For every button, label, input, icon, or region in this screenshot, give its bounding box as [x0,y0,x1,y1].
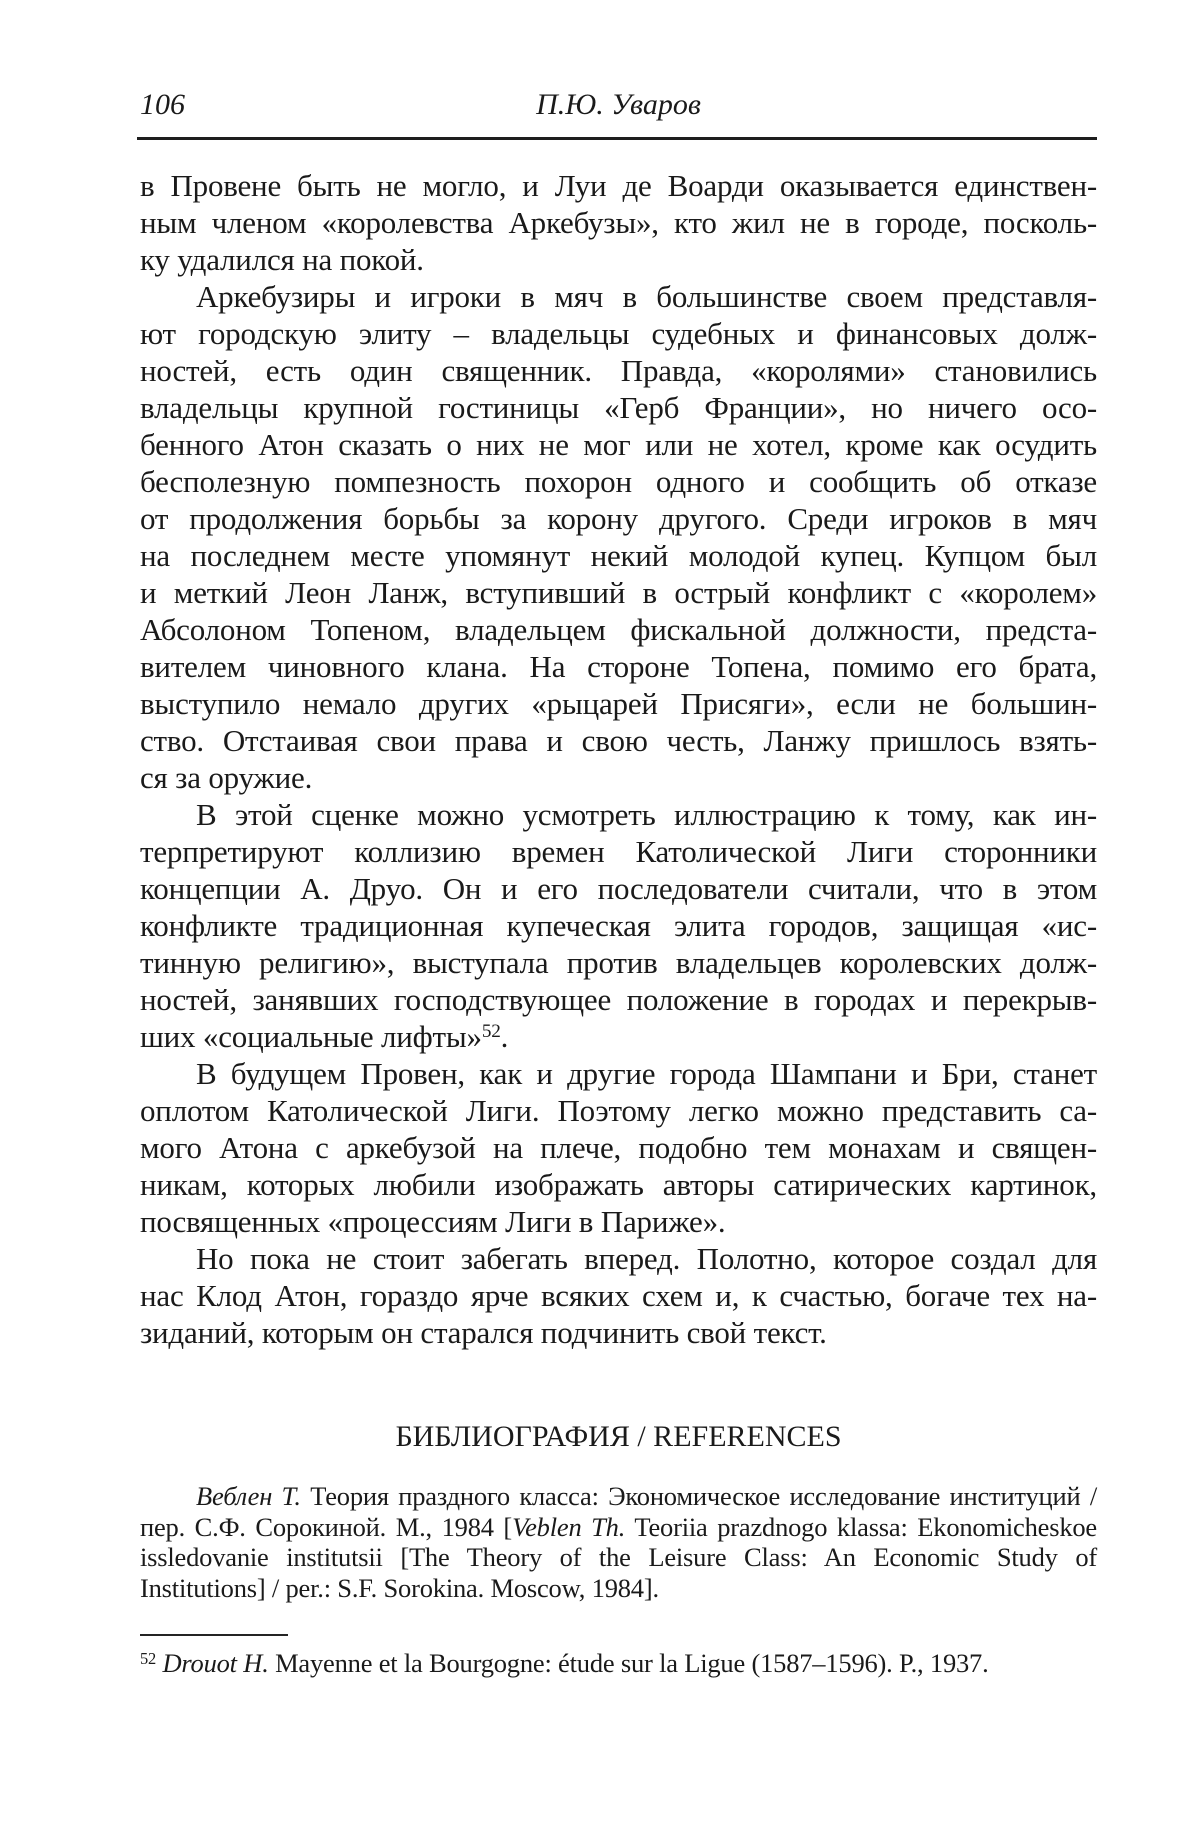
text-segment: В будущем Провен, как и другие города Шампани и Бри, станет [196,1056,1097,1091]
text-line [140,278,1097,315]
bibliography-heading: БИБЛИОГРАФИЯ / REFERENCES [395,1420,842,1453]
text-segment: зиданий, которым он старался подчинить свой текст. [140,1315,827,1350]
text-line [140,1240,1097,1277]
header-rule [137,137,1097,140]
footnote-marker: 52 [481,1021,501,1043]
text-segment: и меткий Леон Ланж, вступивший в острый конфликт с «королем» [140,575,1097,610]
body-text [140,167,1097,1351]
text-segment: Аркебузиры и игроки в мяч в большинстве своем представля- [196,279,1097,314]
italic-text: Веблен Т. [196,1481,301,1511]
page-header [140,88,1097,130]
text-segment: ют городскую элиту – владельцы судебных и финансовых долж- [140,316,1097,351]
text-line [140,204,1097,241]
text-segment: никам, которых любили изображать авторы сатирических картинок, [140,1167,1097,1202]
text-line [140,611,1097,648]
text-line [140,722,1097,759]
paragraph [140,1481,1097,1603]
text-segment: Но пока не стоит забегать вперед. Полотно, которое создал для [196,1241,1097,1276]
text-segment: ство. Отстаивая свои права и свою честь, Ланжу пришлось взять- [140,723,1097,758]
text-segment: оплотом Католической Лиги. Поэтому легко можно представить са- [140,1093,1097,1128]
text-line [140,907,1097,944]
paragraph [140,1648,1097,1679]
text-line [140,833,1097,870]
text-line [140,1018,1097,1055]
italic-text: Drouot H. [162,1648,269,1678]
text-segment: терпретируют коллизию времен Католической Лиги сторонники [140,834,1097,869]
text-line [140,1542,1097,1573]
text-line [140,1092,1097,1129]
text-segment: Teoriia prazdnogo klassa: Ekonomicheskoe [625,1511,1097,1542]
text-line [140,1277,1097,1314]
paragraph [140,167,1097,278]
text-segment: ным членом «королевства Аркебузы», кто жил не в городе, посколь- [140,205,1097,240]
text-line [140,537,1097,574]
text-segment: в Провене быть не могло, и Луи де Воарди оказывается единствен- [140,168,1097,203]
text-line [140,944,1097,981]
text-line [140,500,1097,537]
text-segment: ся за оружие. [140,760,313,795]
text-line [140,426,1097,463]
text-segment: от продолжения борьбы за корону другого. Среди игроков в мяч [140,501,1097,536]
text-line [140,1512,1097,1543]
text-segment: посвященных «процессиям Лиги в Париже». [140,1204,726,1239]
text-line [140,1055,1097,1092]
text-line [140,1314,1097,1351]
text-segment: В этой сценке можно усмотреть иллюстрацию к тому, как ин- [196,797,1097,832]
text-line [140,389,1097,426]
text-segment: выступило немало других «рыцарей Присяги», если не большин- [140,686,1097,721]
paragraph [140,1240,1097,1351]
text-segment: владельцы крупной гостиницы «Герб Франции», но ничего осо- [140,390,1097,425]
text-segment: бесполезную помпезность похорон одного и сообщить об отказе [140,464,1097,499]
text-segment: тинную религию», выступала против владельцев королевских долж- [140,945,1097,980]
text-line [140,1129,1097,1166]
text-line [140,759,1097,796]
footnote-text [140,1648,1097,1679]
text-segment: Institutions] / per.: S.F. Sorokina. Moscow, 1984]. [140,1572,659,1603]
text-line [140,241,1097,278]
text-segment: issledovanie institutsii [The Theory of the Leisure Class: An Economic Study of [140,1542,1097,1573]
text-line [140,352,1097,389]
text-segment: ку удалился на покой. [140,242,424,277]
text-line [140,463,1097,500]
text-line [140,574,1097,611]
text-segment: Абсолоном Топеном, владельцем фискальной должности, предста- [140,612,1097,647]
text-segment: ностей, занявших господствующее положение в городах и перекрыв- [140,982,1097,1017]
italic-text: Veblen Th. [512,1511,626,1542]
text-line [140,315,1097,352]
text-line [140,1648,1097,1679]
text-line [140,981,1097,1018]
text-line [140,685,1097,722]
footnote-separator [140,1634,288,1636]
page-number: 106 [140,88,185,121]
text-line [140,1203,1097,1240]
text-segment: конфликте традиционная купеческая элита городов, защищая «ис- [140,908,1097,943]
paragraph [140,278,1097,796]
text-segment: нас Клод Атон, гораздо ярче всяких схем и, к счастью, богаче тех на- [140,1278,1097,1313]
text-segment: вителем чиновного клана. На стороне Топена, помимо его брата, [140,649,1097,684]
footnote-marker: 52 [140,1648,157,1668]
text-segment: концепции А. Друо. Он и его последователи считали, что в этом [140,871,1097,906]
text-segment: бенного Атон сказать о них не мог или не хотел, кроме как осудить [140,427,1097,462]
text-segment: . [500,1019,509,1054]
paragraph [140,796,1097,1055]
text-segment: Теория праздного класса: Экономическое исследование институций / [300,1481,1097,1511]
text-segment: ностей, есть один священник. Правда, «королями» становились [140,353,1097,388]
text-segment: пер. С.Ф. Сорокиной. М., 1984 [ [140,1511,513,1542]
running-head: П.Ю. Уваров [536,88,701,121]
text-line [140,1573,1097,1604]
text-line [140,1166,1097,1203]
paragraph [140,1055,1097,1240]
bibliography-entries [140,1481,1097,1603]
text-segment: на последнем месте упомянут некий молодой купец. Купцом был [140,538,1097,573]
text-line [140,796,1097,833]
text-line [140,648,1097,685]
text-segment: ших «социальные лифты» [140,1019,482,1054]
text-line [140,870,1097,907]
text-segment: мого Атона с аркебузой на плече, подобно тем монахам и священ- [140,1130,1097,1165]
text-line [140,1481,1097,1512]
text-line [140,167,1097,204]
text-segment: Mayenne et la Bourgogne: étude sur la Ligue (1587–1596). P., 1937. [268,1648,989,1678]
